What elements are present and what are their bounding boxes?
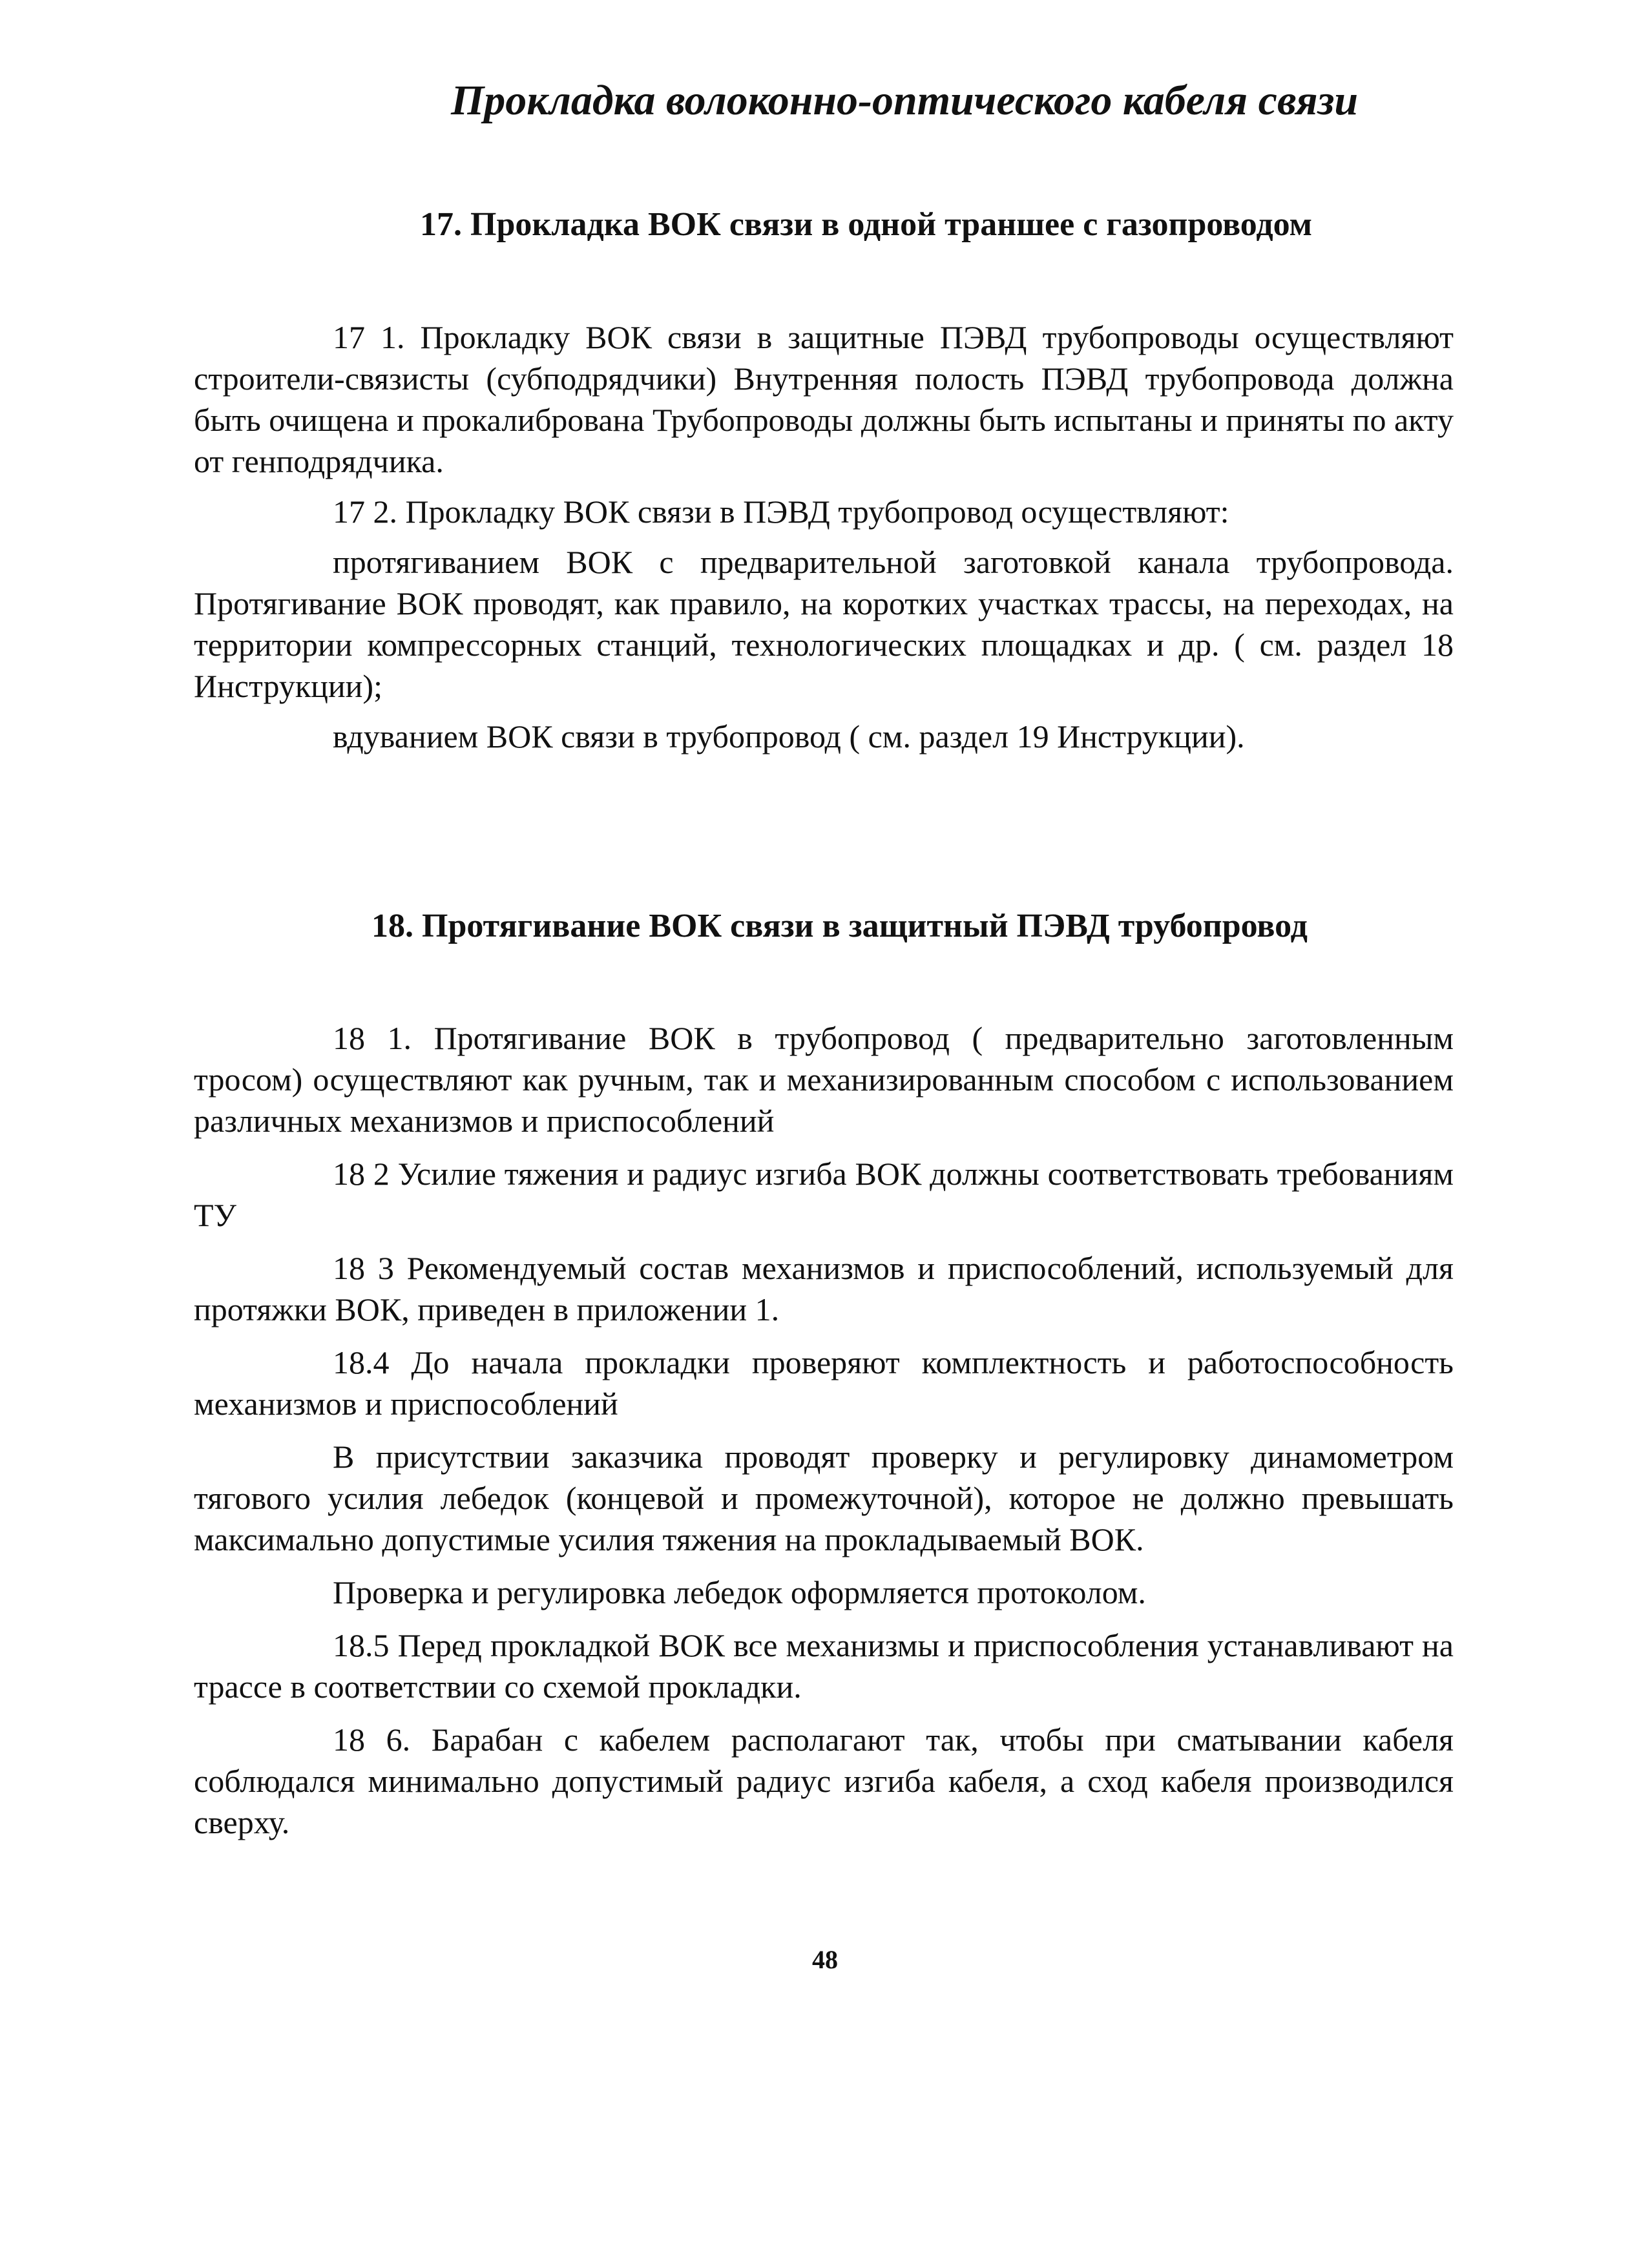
paragraph-17-2-blowing: вдуванием ВОК связи в трубопровод ( см. раздел 19 Инструкции). — [333, 718, 1245, 754]
paragraph-18-5: 18.5 Перед прокладкой ВОК все механизмы и приспособления устанавливают на трассе в соответствии со схемой прокладки. — [194, 1627, 1454, 1705]
paragraph-18-3: 18 3 Рекомендуемый состав механизмов и приспособлений, используемый для протяжки ВОК, приведен в приложении 1. — [194, 1250, 1454, 1327]
paragraph-18-1: 18 1. Протягивание ВОК в трубопровод ( предварительно заготовленным тросом) осуществляют как ручным, так и механизированным способом с использованием различных механизмов и приспособлений — [194, 1020, 1454, 1139]
section-18-body — [194, 1017, 1454, 1855]
paragraph-18-4-check: В присутствии заказчика проводят проверку и регулировку динамометром тягового усилия лебедок (концевой и промежуточной), которое не должно превышать максимально допустимые усилия тяжения на прокладываемый ВОК. — [194, 1439, 1454, 1557]
running-header: Прокладка волоконно-оптического кабеля связи — [450, 77, 1359, 124]
paragraph-17-2: 17 2. Прокладку ВОК связи в ПЭВД трубопровод осуществляют: — [333, 494, 1229, 530]
section-17-body — [194, 317, 1454, 766]
section-18-title: 18. Протягивание ВОК связи в защитный ПЭВД трубопровод — [371, 908, 1308, 944]
paragraph-18-2: 18 2 Усилие тяжения и радиус изгиба ВОК должны соответствовать требованиям ТУ — [194, 1156, 1454, 1233]
paragraph-18-4: 18.4 До начала прокладки проверяют комплектность и работоспособность механизмов и приспособлений — [194, 1344, 1454, 1422]
paragraph-17-1: 17 1. Прокладку ВОК связи в защитные ПЭВД трубопроводы осуществляют строители-связисты (субподрядчики) Внутренняя полость ПЭВД трубопровода должна быть очищена и прокалиброванa Трубопроводы должны быть испытаны и приняты по акту от генподрядчика. — [194, 319, 1454, 479]
paragraph-18-4-protocol: Проверка и регулировка лебедок оформляется протоколом. — [333, 1574, 1146, 1610]
section-17-title: 17. Прокладка ВОК связи в одной траншее с газопроводом — [420, 206, 1313, 243]
paragraph-18-6: 18 6. Барабан с кабелем располагают так, чтобы при сматывании кабеля соблюдался минимально допустимый радиус изгиба кабеля, а сход кабеля производился сверху. — [194, 1722, 1454, 1840]
page-number: 48 — [812, 1945, 838, 1974]
paragraph-17-2-pulling: протягиванием ВОК с предварительной заготовкой канала трубопровода. Протягивание ВОК проводят, как правило, на коротких участках трассы, на переходах, на территории компрессорных станций, технологических площадках и др. ( см. раздел 18 Инструкции); — [194, 544, 1454, 704]
